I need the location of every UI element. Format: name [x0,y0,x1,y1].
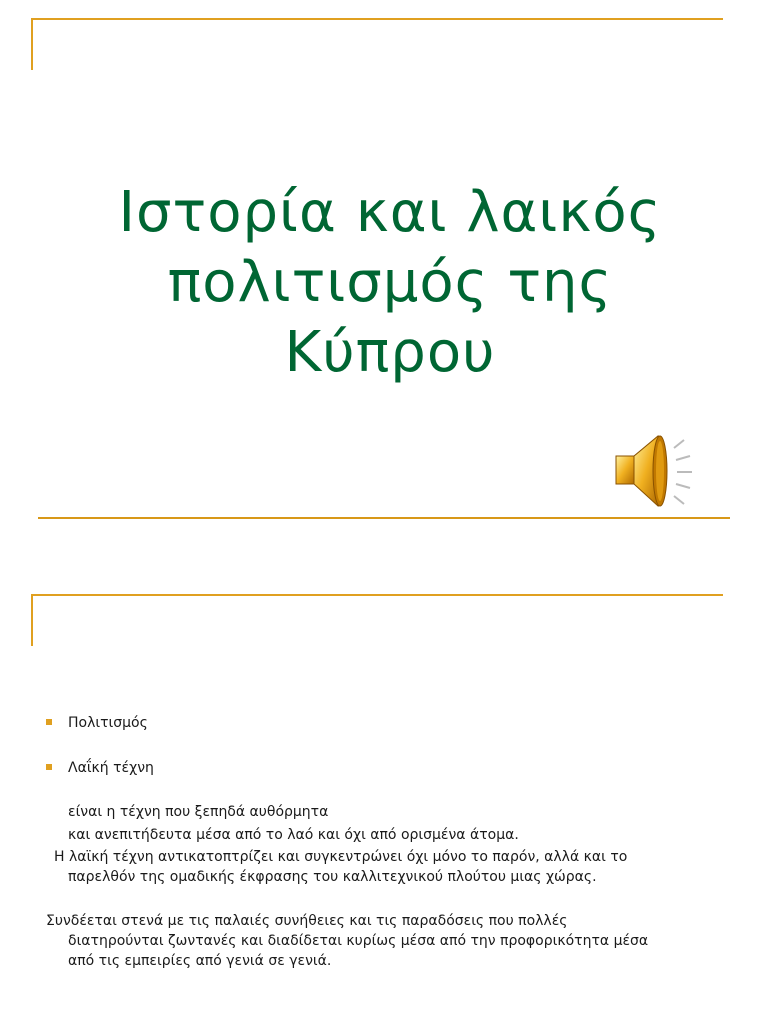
bullet-item [46,714,154,732]
top-rule [31,18,723,20]
title-line-1: Ιστορία και λαικός [118,179,662,245]
bullet-square-icon [46,764,52,770]
slide-content [0,580,768,1024]
slide-title-heading [60,178,720,388]
left-rule [31,594,33,646]
left-rule [31,18,33,70]
bullet-text: Λαΐκή τέχνη [68,760,154,776]
body-line: από τις εμπειρίες από γενιά σε γενιά. [68,953,332,969]
body-line: διατηρούνται ζωντανές και διαδίδεται κυρίως μέσα από την προφορικότητα μέσα [68,933,649,949]
body-line: Συνδέεται στενά με τις παλαιές συνήθειες και τις παραδόσεις που πολλές [46,913,568,929]
bullet-item [46,759,154,777]
body-line: είναι η τέχνη που ξεπηδά αυθόρμητα [68,804,329,820]
bullet-list [46,714,154,804]
body-line: Η λαϊκή τέχνη αντικατοπτρίζει και συγκεντρώνει όχι μόνο το παρόν, αλλά και το [54,849,628,865]
body-line: παρελθόν της ομαδικής έκφρασης του καλλιτεχνικού πλούτου μιας χώρας. [68,869,597,885]
top-rule [31,594,723,596]
sound-icon[interactable] [608,428,698,514]
bullet-square-icon [46,719,52,725]
body-line: και ανεπιτήδευτα μέσα από το λαό και όχι από ορισμένα άτομα. [68,827,519,843]
title-line-2: πολιτισμός της [167,249,613,315]
title-line-3: Κύπρου [284,319,496,385]
bullet-text: Πολιτισμός [68,715,148,731]
bottom-rule [38,517,730,519]
